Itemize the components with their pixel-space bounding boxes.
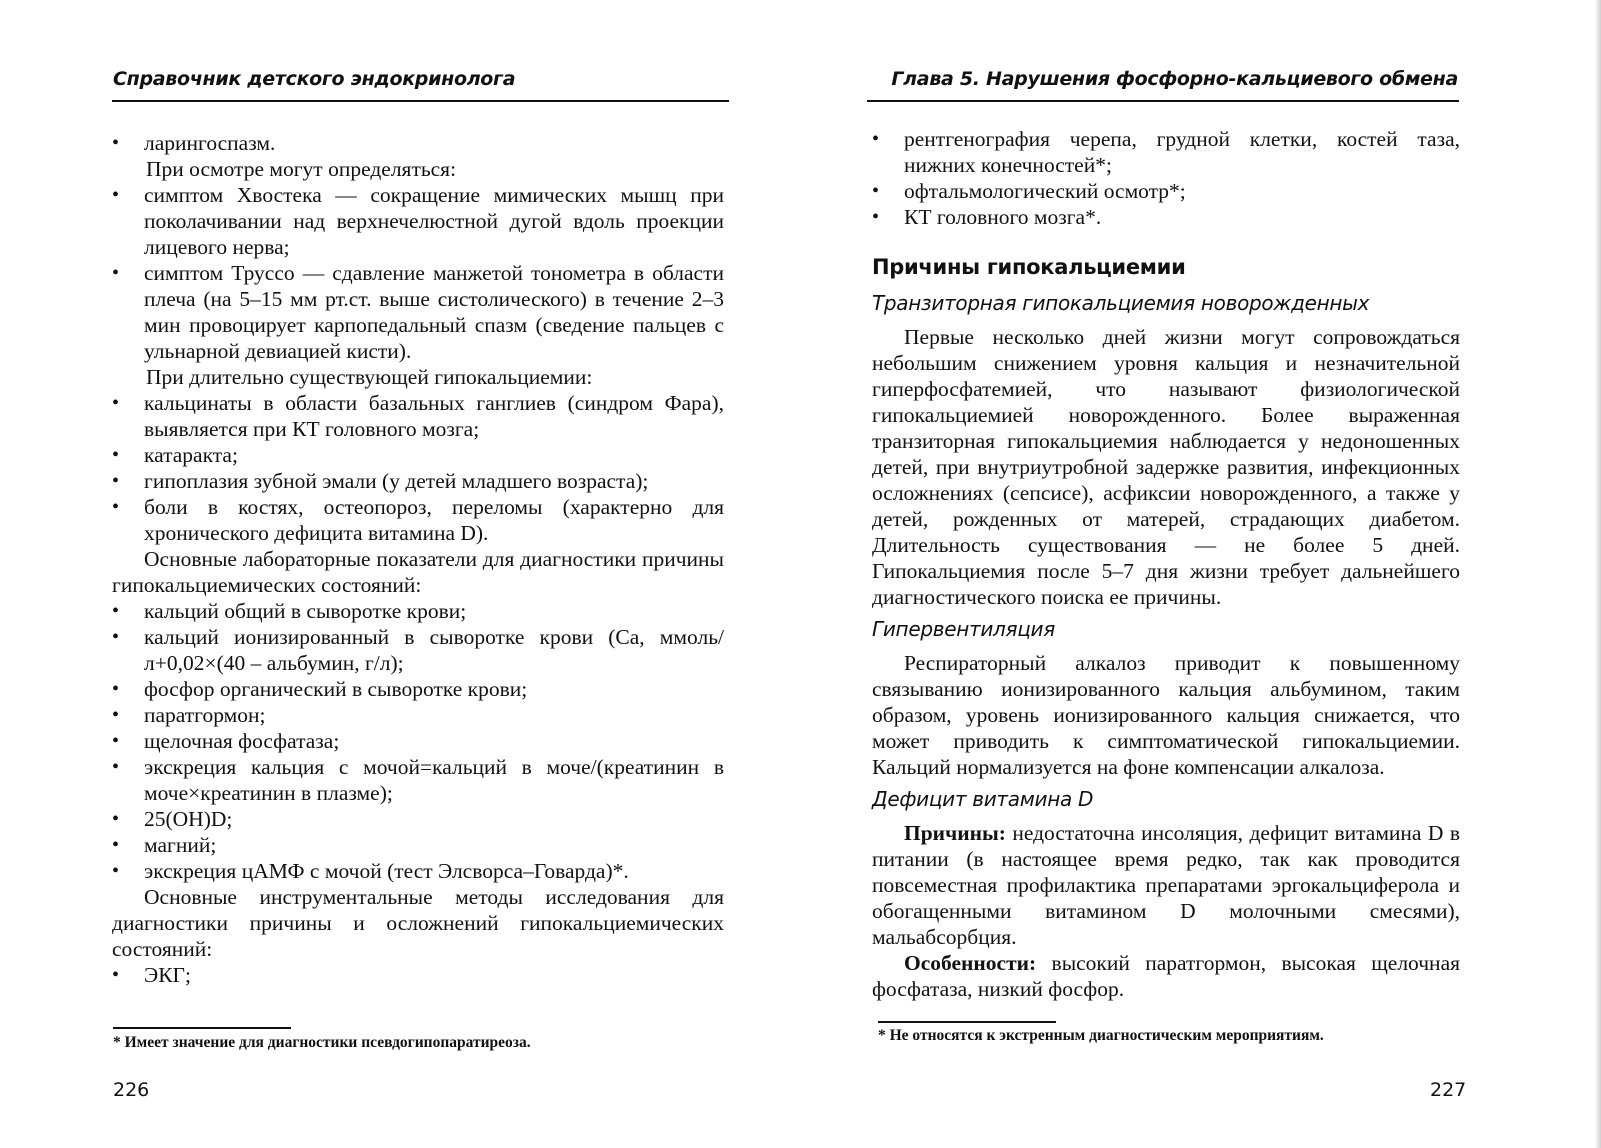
list-item: • рентгенография черепа, грудной клетки, костей таза, нижних конечностей*; <box>872 127 1460 177</box>
subsection-title: Дефицит витамина D <box>872 787 1094 811</box>
paragraph: Особенности: высокий паратгормон, высокая щелочная фосфатаза, низкий фосфор. <box>872 951 1460 1001</box>
subsection-title: Гипервентиляция <box>872 617 1055 641</box>
list-item: • экскреция кальция с мочой=кальций в моче/(креатинин в моче×креатинин в плазме); <box>112 755 724 805</box>
lab-bullet-list <box>112 598 724 884</box>
running-header: Глава 5. Нарушения фосфорно-кальциевого обмена <box>891 68 1458 90</box>
right-page <box>800 0 1601 1148</box>
instr-bullet-list <box>112 962 724 988</box>
long-bullet-list <box>112 390 724 546</box>
page-number: 226 <box>113 1079 150 1101</box>
footnote-rule <box>113 1027 291 1029</box>
list-item: • боли в костях, остеопороз, переломы (характерно для хронического дефицита витамина D). <box>112 495 724 545</box>
page-number: 227 <box>1430 1079 1467 1101</box>
header-rule <box>112 100 729 102</box>
top-bullet-list <box>872 126 1460 230</box>
exam-bullet-list <box>112 182 724 364</box>
list-item: • паратгормон; <box>112 703 266 727</box>
footnote-rule <box>878 1021 1056 1023</box>
list-item: • экскреция цАМФ с мочой (тест Элсворса–Говарда)*. <box>112 859 629 883</box>
paragraph: Первые несколько дней жизни могут сопровождаться небольшим снижением уровня кальция и незначительной гиперфосфатемией, что называют физиологической гипокальциемией новорожденного. Более выраженная транзиторная гипокальциемия наблюдается у недоношенных детей, при внутриутробной задержке развития, инфекционных осложнениях (сепсисе), асфиксии новорожденного, а также у детей, рожденных от матерей, страдающих диабетом. Длительность существования — не более 5 дней. Гипокальциемия после 5–7 дня жизни требует дальнейшего диагностического поиска ее причины. <box>872 325 1460 609</box>
list-item: • КТ головного мозга*. <box>872 205 1102 229</box>
list-item: • кальций ионизированный в сыворотке крови (Са, ммоль/л+0,02×(40 – альбумин, г/л); <box>112 625 724 675</box>
list-item: • кальцинаты в области базальных ганглиев (синдром Фара), выявляется при КТ головного мозга; <box>112 391 724 441</box>
list-item: • офтальмологический осмотр*; <box>872 179 1186 203</box>
list-item: • щелочная фосфатаза; <box>112 729 340 753</box>
list-item: • симптом Труссо — сдавление манжетой тонометра в области плеча (на 5–15 мм рт.ст. выше систолического) в течение 2–3 мин провоцирует карпопедальный спазм (сведение пальцев с ульнарной девиацией кисти). <box>112 261 724 363</box>
exam-intro: При осмотре могут определяться: <box>146 157 457 181</box>
subsection-title: Транзиторная гипокальциемия новорожденных <box>872 291 1370 315</box>
top-bullet-list <box>112 130 724 156</box>
list-item: • кальций общий в сыворотке крови; <box>112 599 467 623</box>
list-item: • 25(OH)D; <box>112 807 233 831</box>
list-item: • ларингоспазм. <box>112 131 276 155</box>
right-body <box>872 126 1460 1002</box>
list-item: • ЭКГ; <box>112 963 191 987</box>
features-label: Особенности: <box>904 951 1037 975</box>
left-body <box>112 130 724 988</box>
list-item: • магний; <box>112 833 217 857</box>
paragraph: Причины: недостаточна инсоляция, дефицит витамина D в питании (в настоящее время редко, так как проводится повсеместная профилактика препаратами эргокальциферола и обогащенными витамином D молочными смесями), мальабсорбция. <box>872 821 1460 949</box>
footnote: * Не относятся к экстренным диагностическим мероприятиям. <box>878 1027 1324 1044</box>
header-rule <box>867 100 1459 102</box>
causes-label: Причины: <box>904 821 1006 845</box>
list-item: • фосфор органический в сыворотке крови; <box>112 677 528 701</box>
long-intro: При длительно существующей гипокальциемии: <box>146 365 593 389</box>
footnote: * Имеет значение для диагностики псевдогипопаратиреоза. <box>113 1034 531 1051</box>
list-item: • симптом Хвостека — сокращение мимических мышц при поколачивании над верхнечелюстной дугой вдоль проекции лицевого нерва; <box>112 183 724 259</box>
list-item: • гипоплазия зубной эмали (у детей младшего возраста); <box>112 469 649 493</box>
running-header: Справочник детского эндокринолога <box>113 68 516 90</box>
paragraph: Респираторный алкалоз приводит к повышенному связыванию ионизированного кальция альбумином, таким образом, уровень ионизированного кальция снижается, что может приводить к симптоматической гипокальциемии. Кальций нормализуется на фоне компенсации алкалоза. <box>872 651 1460 779</box>
lab-intro: Основные лабораторные показатели для диагностики причины гипокальциемических состояний: <box>112 547 724 597</box>
section-title: Причины гипокальциемии <box>872 255 1186 279</box>
instr-intro: Основные инструментальные методы исследования для диагностики причины и осложнений гипокальциемических состояний: <box>112 885 724 961</box>
page-edge-shadow <box>1595 0 1601 1148</box>
left-page <box>0 0 800 1148</box>
list-item: • катаракта; <box>112 443 238 467</box>
